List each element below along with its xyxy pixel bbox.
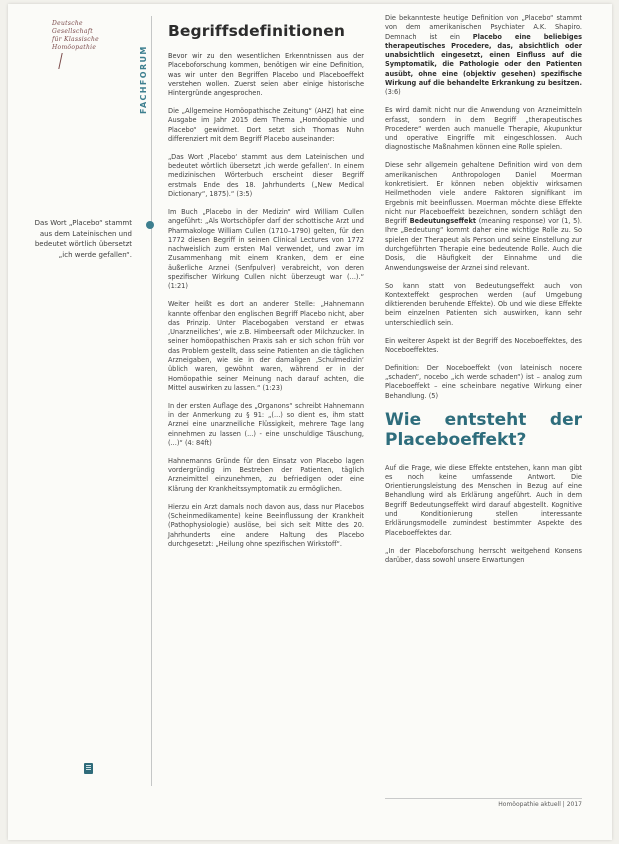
body-paragraph: In der ersten Auflage des „Organons“ schreibt Hahnemann in der Anmerkung zu § 91: „(...) so dient es, ihm statt Arznei eine unarzneiliche Flüssigkeit, mehrere Tage lang einnehmen zu lassen (...) - eine unschuldige Täuschung, (...)“ (4: 84ft) <box>168 401 364 447</box>
logo-line: Homöopathie <box>52 44 97 51</box>
paragraph-text: (meaning response) vor (1, 5). Ihre „Bedeutung“ kommt daher eine wichtige Rolle zu. So spielen der Therapeut als Person und seine Einstellung zur durchgeführten Therapie eine bedeutende Rolle. Auch die Dosis, die Häufigkeit der Einnahme und die Anwendungsweise der Arznei sind relevant. <box>385 217 582 272</box>
intro-paragraph: Bevor wir zu den wesentlichen Erkenntnissen aus der Placeboforschung kommen, benötigen wir eine Definition, was wir unter den Begriffen Placebo und Placeboeffekt verstehen wollen. Zuerst seien aber einige historische Hintergründe angesprochen. <box>168 52 364 98</box>
body-paragraph: So kann statt von Bedeutungseffekt auch von Kontexteffekt gesprochen werden (auf Umgebung diktierenden beruhende Effekte). Ob und wie diese Effekte beim einzelnen Patienten sich auswirken, kann sehr unterschiedlich sein. <box>385 281 582 327</box>
logo-line: Deutsche <box>52 20 83 27</box>
body-paragraph: Weiter heißt es dort an anderer Stelle: „Hahnemann kannte offenbar den englischen Begriff Placebo nicht, aber das Prinzip. Unter Placebogaben verstand er etwas ‚Unarzneiliches‘, wie z.B. Himbeersaft oder Milchzucker. In seiner homöopathischen Praxis sah er sich schon früh vor das Problem gestellt, dass seine Patienten an die täglichen Arzneigaben, wie sie in der damaligen ‚Schulmedizin‘ üblich waren, gewöhnt waren, während er in der Homöopathie seiner Meinung nach darauf achten, die Mittel auswirken zu lassen.“ (1:23) <box>168 300 364 392</box>
paragraph-text: Diese sehr allgemein gehaltene Definition wird von dem amerikanischen Anthropologen Daniel Moerman konkretisiert. Er können neben objektiv wirksamen Heilmethoden viele andere Faktoren signifikant im Ergebnis mit beeinflussen. Moerman möchte diese Effekte nicht nur Placeboeffekt bezeichnen, sondern schlägt den Begriff <box>385 161 582 226</box>
body-paragraph: Die „Allgemeine Homöopathische Zeitung“ (AHZ) hat eine Ausgabe im Jahr 2015 dem Thema „Homöopathie und Placebo“ gewidmet. Dort setzt sich Thomas Nuhn differenziert mit dem Begriff Placebo auseinander: <box>168 107 364 143</box>
article-column-left <box>168 22 364 558</box>
logo-flourish <box>58 53 131 69</box>
footer-divider <box>385 798 582 799</box>
body-paragraph: Im Buch „Placebo in der Medizin“ wird William Cullen angeführt: „Als Wortschöpfer darf der schottische Arzt und Pharmakologe William Cullen (1710–1790) gelten, für den 1772 diesen Begriff in seinen Clinical Lectures von 1772 nachweislich zum ersten Mal verwendet, und zwar im Zusammenhang mit einem Kranken, dem er eine äußerliche Arznei (Senfpulver) verabreicht, von deren spezifischer Wirkung Cullen nicht überzeugt war (...).“ (1:21) <box>168 207 364 291</box>
body-paragraph: Hierzu ein Arzt damals noch davon aus, dass nur Placebos (Scheinmedikamente) keine Beeinflussung der Krankheit (Pathophysiologie) auslöse, bei sich seit Mitte des 20. Jahrhunderts eine andere Haltung des Placebo durchgesetzt: „Heilung ohne spezifischen Wirkstoff“. <box>168 502 364 548</box>
article-column-right <box>385 14 582 574</box>
body-paragraph: Ein weiterer Aspekt ist der Begriff des Noceboeffektes, des Noceboeffektes. <box>385 336 582 354</box>
body-paragraph: Hahnemanns Gründe für den Einsatz von Placebo lagen vordergründig im Bestreben der Patienten, täglich Arzneimittel einzunehmen, zu befriedigen oder eine Klärung der Krankheitssymptomatik zu ermöglichen. <box>168 456 364 493</box>
body-paragraph: „In der Placeboforschung herrscht weitgehend Konsens darüber, dass sowohl unsere Erwartungen <box>385 546 582 564</box>
body-paragraph <box>385 161 582 273</box>
section-heading: Wie entsteht der Placeboeffekt? <box>385 409 582 450</box>
body-paragraph: Definition: Der Noceboeffekt (von lateinisch nocere „schaden“, nocebo „ich werde schaden“) ist – analog zum Placeboeffekt – eine scheinbare negative Wirkung einer Behandlung. (5) <box>385 363 582 400</box>
quote-marker-dot <box>146 221 154 229</box>
section-label: FACHFORUM <box>139 45 148 114</box>
body-paragraph: Es wird damit nicht nur die Anwendung von Arzneimitteln erfasst, sondern in dem Begriff „therapeutisches Procedere“ werden auch manuelle Therapie, Akupunktur und operative Eingriffe mit eingeschlossen. Auch diagnostische Maßnahmen können eine Rolle spielen. <box>385 106 582 152</box>
page-footer: Homöopathie aktuell | 2017 <box>498 801 582 808</box>
body-paragraph: Auf die Frage, wie diese Effekte entstehen, kann man gibt es noch keine umfassende Antwort. Die Orientierungsleistung des Menschen in Bezug auf eine Behandlung wird als Erklärung angeführt. Auch in dem Begriff Bedeutungseffekt wird darauf abgestellt. Kognitive und Konditionierung stellen interessante Erklärungsmodelle zumindest bestimmter Aspekte des Placeboeffektes dar. <box>385 463 582 537</box>
society-logo <box>52 20 130 69</box>
definition-emphasis: Placebo eine beliebiges therapeutisches Procedere, das, absichtlich oder unabsichtlich eingesetzt, einen Einfluss auf die Symptomatik, die Pathologie oder den Patienten ausübt, ohne eine (objektiv gesehen) spezifische Wirkung auf die behandelte Erkrankung zu besitzen. <box>385 32 582 88</box>
page-number-icon <box>84 763 93 774</box>
margin-divider <box>151 16 152 786</box>
definition-reference: (3:6) <box>385 88 401 97</box>
definition-paragraph <box>385 14 582 98</box>
margin-pull-quote: Das Wort „Placebo“ stammt aus dem Lateinischen und bedeutet wörtlich übersetzt „ich werde gefallen“. <box>34 219 132 259</box>
definition-intro: Die bekannteste heutige Definition von „Placebo“ stammt von dem amerikanischen Psychiater A.K. Shapiro. Demnach ist ein <box>385 14 582 41</box>
logo-line: Gesellschaft <box>52 28 93 35</box>
quote-paragraph: „Das Wort ‚Placebo‘ stammt aus dem Lateinischen und bedeutet wörtlich übersetzt ‚ich werde gefallen‘. In einem medizinischen Wörterbuch erscheint dieser Begriff erstmals Ende des 18. Jahrhunderts („New Medical Dictionary“, 1875).“ (3:5) <box>168 152 364 199</box>
page-title: Begriffsdefinitionen <box>168 22 346 40</box>
logo-line: für Klassische <box>52 36 99 43</box>
term-emphasis: Bedeutungseffekt <box>409 217 476 226</box>
